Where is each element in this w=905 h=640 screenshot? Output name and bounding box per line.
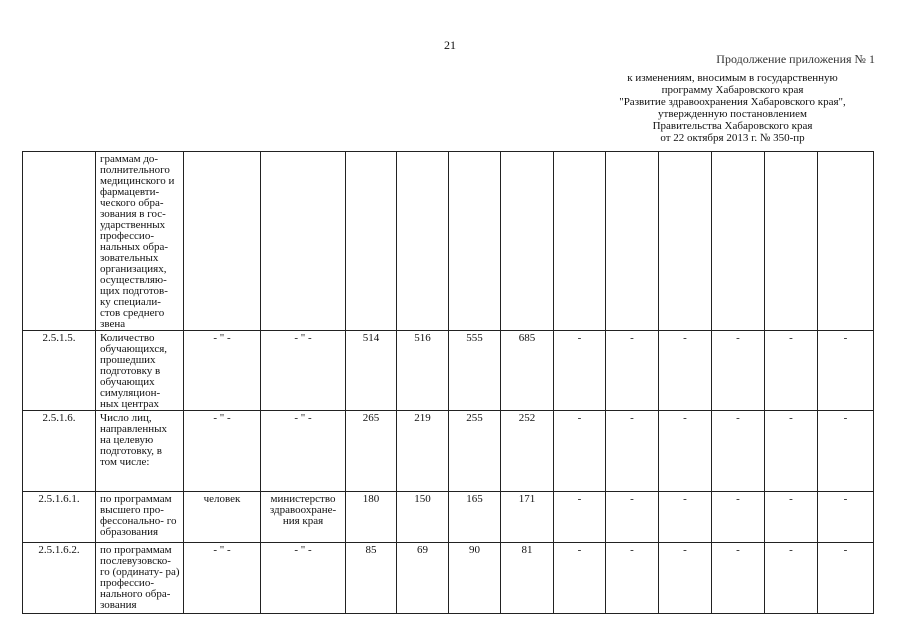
value-cell: - [554, 492, 606, 543]
value-cell: 685 [501, 331, 554, 411]
unit-cell: человек [184, 492, 261, 543]
value-cell [397, 152, 449, 331]
row-number-cell [23, 152, 96, 331]
row-number-cell: 2.5.1.6.2. [23, 543, 96, 614]
indicator-name-cell: по программам послевузовско- го (ординату- ра) профессио- нального обра- зования [96, 543, 184, 614]
value-cell: 516 [397, 331, 449, 411]
value-cell [606, 152, 659, 331]
page-number: 21 [444, 38, 456, 52]
unit-cell [184, 152, 261, 331]
executor-cell [261, 152, 346, 331]
appendix-header [590, 72, 875, 144]
executor-cell: - " - [261, 331, 346, 411]
value-cell: 171 [501, 492, 554, 543]
value-cell [765, 152, 818, 331]
value-cell: - [712, 331, 765, 411]
executor-cell: - " - [261, 411, 346, 492]
value-cell: - [554, 543, 606, 614]
value-cell: - [606, 492, 659, 543]
indicator-name-cell: Число лиц, направленных на целевую подготовку, в том числе: [96, 411, 184, 492]
value-cell: 85 [346, 543, 397, 614]
value-cell: 81 [501, 543, 554, 614]
value-cell: - [659, 411, 712, 492]
executor-cell: - " - [261, 543, 346, 614]
table-row [23, 492, 874, 543]
executor-cell: министерство здравоохране- ния края [261, 492, 346, 543]
value-cell [659, 152, 712, 331]
value-cell: 555 [449, 331, 501, 411]
unit-cell: - " - [184, 543, 261, 614]
value-cell: - [818, 411, 874, 492]
value-cell: 180 [346, 492, 397, 543]
value-cell: - [765, 543, 818, 614]
value-cell: - [765, 331, 818, 411]
header-line: Правительства Хабаровского края [652, 120, 813, 132]
value-cell: - [659, 543, 712, 614]
value-cell: - [712, 543, 765, 614]
header-line: от 22 октября 2013 г. № 350-пр [660, 132, 805, 144]
indicator-name-cell: граммам до- полнительного медицинского и фармацевти- ческого обра- зования в гос- ударственных профессио- нальных обра- зовательных организациях, осуществляю- щих подготов- ку специали- стов среднего звена [96, 152, 184, 331]
value-cell: - [606, 411, 659, 492]
row-number-cell: 2.5.1.6. [23, 411, 96, 492]
header-line: программу Хабаровского края [661, 84, 804, 96]
value-cell: 69 [397, 543, 449, 614]
indicator-name-cell: по программам высшего про- фессонально- го образования [96, 492, 184, 543]
value-cell: 150 [397, 492, 449, 543]
value-cell: - [554, 331, 606, 411]
value-cell [818, 152, 874, 331]
table-row [23, 543, 874, 614]
value-cell: - [818, 492, 874, 543]
value-cell [449, 152, 501, 331]
continuation-note: Продолжение приложения № 1 [716, 52, 875, 66]
value-cell: - [818, 543, 874, 614]
value-cell [346, 152, 397, 331]
value-cell [712, 152, 765, 331]
row-number-cell: 2.5.1.5. [23, 331, 96, 411]
value-cell: 165 [449, 492, 501, 543]
value-cell: 90 [449, 543, 501, 614]
header-line: "Развитие здравоохранения Хабаровского края", [619, 96, 846, 108]
indicators-table [22, 151, 874, 614]
value-cell: 265 [346, 411, 397, 492]
value-cell: 514 [346, 331, 397, 411]
header-line: к изменениям, вносимым в государственную [627, 72, 838, 84]
value-cell: - [765, 492, 818, 543]
indicator-name-cell: Количество обучающихся, прошедших подготовку в обучающих симуляцион- ных центрах [96, 331, 184, 411]
value-cell: - [554, 411, 606, 492]
value-cell: - [659, 331, 712, 411]
value-cell: - [712, 411, 765, 492]
value-cell: 255 [449, 411, 501, 492]
value-cell: - [765, 411, 818, 492]
unit-cell: - " - [184, 411, 261, 492]
unit-cell: - " - [184, 331, 261, 411]
value-cell: - [659, 492, 712, 543]
table-row [23, 152, 874, 331]
value-cell: 219 [397, 411, 449, 492]
value-cell: - [606, 331, 659, 411]
header-line: утвержденную постановлением [658, 108, 807, 120]
value-cell [554, 152, 606, 331]
value-cell: - [712, 492, 765, 543]
value-cell: - [606, 543, 659, 614]
table-row [23, 331, 874, 411]
value-cell [501, 152, 554, 331]
value-cell: 252 [501, 411, 554, 492]
table-row [23, 411, 874, 492]
value-cell: - [818, 331, 874, 411]
row-number-cell: 2.5.1.6.1. [23, 492, 96, 543]
